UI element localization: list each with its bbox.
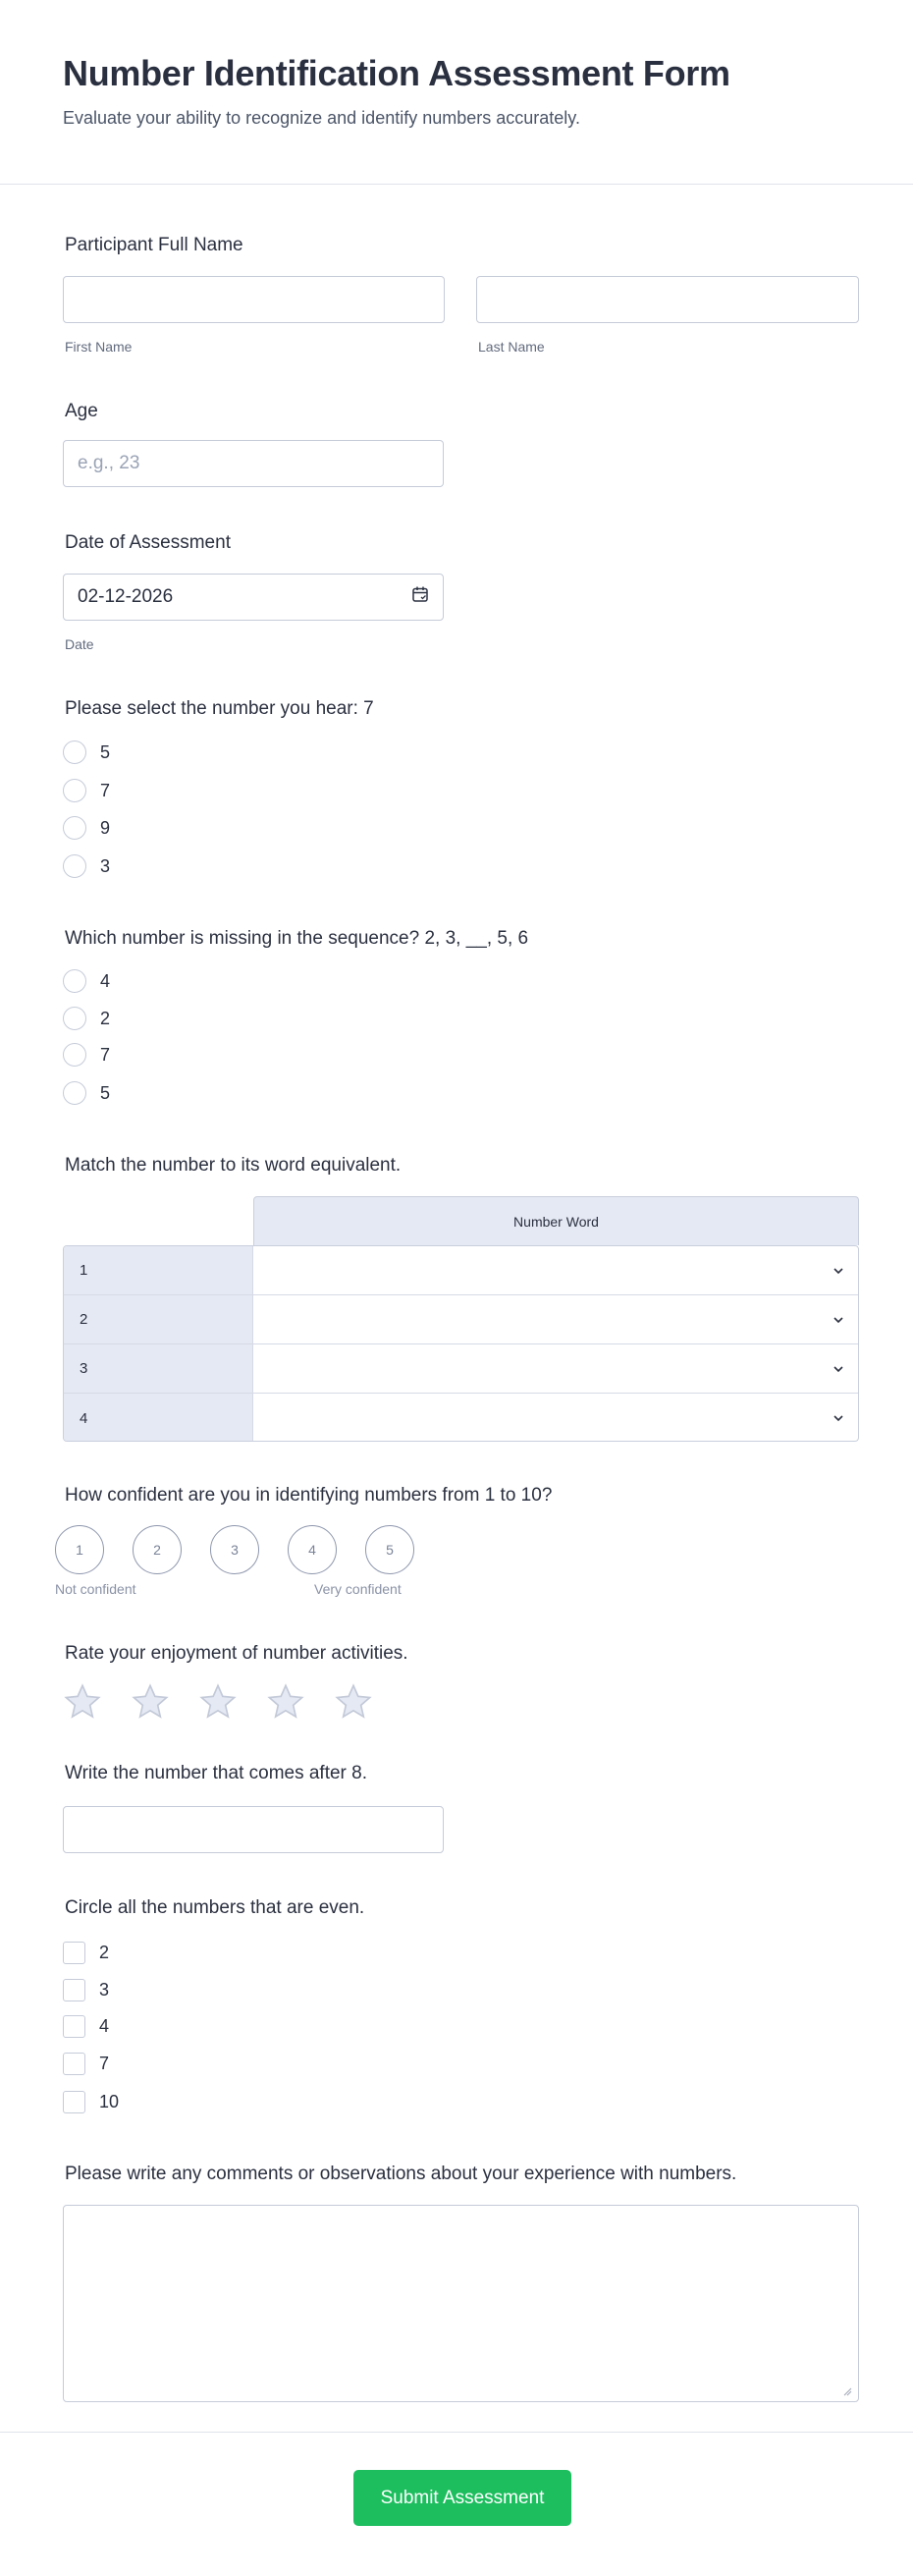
checkbox[interactable]: [63, 2015, 85, 2038]
option-label: 3: [100, 855, 111, 876]
hear-option[interactable]: [63, 778, 110, 803]
radio-button[interactable]: [63, 740, 86, 764]
hear-option[interactable]: [63, 815, 110, 841]
even-option[interactable]: [63, 1940, 109, 1965]
enjoyment-question-label: Rate your enjoyment of number activities.: [65, 1643, 408, 1664]
resize-handle-icon[interactable]: [842, 2386, 852, 2396]
matrix-row-label: 2: [64, 1295, 253, 1343]
matrix-select[interactable]: [253, 1344, 858, 1393]
age-input[interactable]: e.g., 23: [63, 440, 444, 487]
hear-option[interactable]: [63, 853, 110, 879]
star-icon[interactable]: [198, 1682, 238, 1722]
missing-option[interactable]: [63, 1006, 110, 1031]
date-sublabel: Date: [65, 636, 94, 652]
missing-option[interactable]: [63, 1080, 110, 1106]
checkbox[interactable]: [63, 2091, 85, 2113]
hear-question-label: Please select the number you hear: 7: [65, 698, 374, 719]
star-rating: [63, 1682, 373, 1722]
scale-low-label: Not confident: [55, 1581, 136, 1597]
option-label: 2: [100, 1008, 111, 1028]
matrix-question-label: Match the number to its word equivalent.: [65, 1155, 402, 1176]
age-label: Age: [65, 401, 98, 421]
missing-option[interactable]: [63, 1042, 110, 1068]
missing-option[interactable]: [63, 968, 110, 994]
scale-option-2[interactable]: 2: [133, 1525, 182, 1574]
chevron-down-icon: [832, 1267, 844, 1275]
page-title: Number Identification Assessment Form: [63, 53, 730, 93]
chevron-down-icon: [832, 1365, 844, 1373]
matrix-column-header: Number Word: [253, 1196, 859, 1245]
radio-button[interactable]: [63, 1081, 86, 1105]
star-icon[interactable]: [266, 1682, 305, 1722]
matrix-select[interactable]: [253, 1394, 858, 1442]
option-label: 3: [99, 1979, 110, 2000]
radio-button[interactable]: [63, 779, 86, 802]
calendar-icon[interactable]: [411, 585, 429, 609]
radio-button[interactable]: [63, 1007, 86, 1030]
star-icon[interactable]: [63, 1682, 102, 1722]
matrix-row-label: 1: [64, 1246, 253, 1294]
even-option[interactable]: [63, 2013, 109, 2039]
first-name-sublabel: First Name: [65, 339, 133, 355]
option-label: 5: [100, 741, 111, 762]
hear-option[interactable]: [63, 740, 110, 765]
date-input[interactable]: [63, 574, 444, 621]
scale-option-4[interactable]: 4: [288, 1525, 337, 1574]
scale-option-5[interactable]: 5: [365, 1525, 414, 1574]
matrix-row-label: 3: [64, 1344, 253, 1393]
after8-input[interactable]: [63, 1806, 444, 1853]
even-question-label: Circle all the numbers that are even.: [65, 1897, 365, 1918]
matrix-row: [64, 1394, 858, 1442]
matrix-row: [64, 1246, 858, 1295]
star-icon[interactable]: [131, 1682, 170, 1722]
submit-button[interactable]: Submit Assessment: [353, 2470, 571, 2526]
checkbox[interactable]: [63, 1979, 85, 2001]
checkbox[interactable]: [63, 2053, 85, 2075]
option-label: 10: [99, 2091, 120, 2111]
page-subtitle: Evaluate your ability to recognize and identify numbers accurately.: [63, 108, 580, 128]
scale-option-3[interactable]: 3: [210, 1525, 259, 1574]
matrix-row: [64, 1295, 858, 1344]
star-icon[interactable]: [334, 1682, 373, 1722]
comments-textarea[interactable]: [63, 2205, 859, 2402]
option-label: 7: [100, 780, 111, 800]
matrix-row-label: 4: [64, 1394, 253, 1442]
even-option[interactable]: [63, 1977, 109, 2002]
radio-button[interactable]: [63, 1043, 86, 1067]
scale-option-1[interactable]: 1: [55, 1525, 104, 1574]
scale-high-label: Very confident: [314, 1581, 402, 1597]
date-value: 02-12-2026: [78, 586, 174, 607]
radio-button[interactable]: [63, 854, 86, 878]
option-label: 9: [100, 817, 111, 838]
chevron-down-icon: [832, 1316, 844, 1324]
footer-divider: [0, 2432, 913, 2433]
chevron-down-icon: [832, 1414, 844, 1422]
option-label: 7: [99, 2053, 110, 2073]
name-label: Participant Full Name: [65, 235, 243, 255]
radio-button[interactable]: [63, 969, 86, 993]
checkbox[interactable]: [63, 1942, 85, 1964]
comments-question-label: Please write any comments or observations about your experience with numbers.: [65, 2164, 737, 2184]
last-name-input[interactable]: [476, 276, 859, 323]
option-label: 5: [100, 1082, 111, 1103]
matrix-table: [63, 1196, 859, 1442]
first-name-input[interactable]: [63, 276, 445, 323]
option-label: 7: [100, 1044, 111, 1065]
date-label: Date of Assessment: [65, 532, 231, 553]
radio-button[interactable]: [63, 816, 86, 840]
header-divider: [0, 184, 913, 185]
matrix-row: [64, 1344, 858, 1394]
even-option[interactable]: [63, 2051, 109, 2076]
missing-question-label: Which number is missing in the sequence? 2, 3, __, 5, 6: [65, 928, 529, 949]
option-label: 2: [99, 1942, 110, 1962]
option-label: 4: [99, 2015, 110, 2036]
matrix-select[interactable]: [253, 1295, 858, 1343]
after8-question-label: Write the number that comes after 8.: [65, 1763, 368, 1783]
matrix-select[interactable]: [253, 1246, 858, 1294]
even-option[interactable]: [63, 2089, 119, 2114]
option-label: 4: [100, 970, 111, 991]
last-name-sublabel: Last Name: [478, 339, 545, 355]
confidence-question-label: How confident are you in identifying numbers from 1 to 10?: [65, 1485, 553, 1506]
